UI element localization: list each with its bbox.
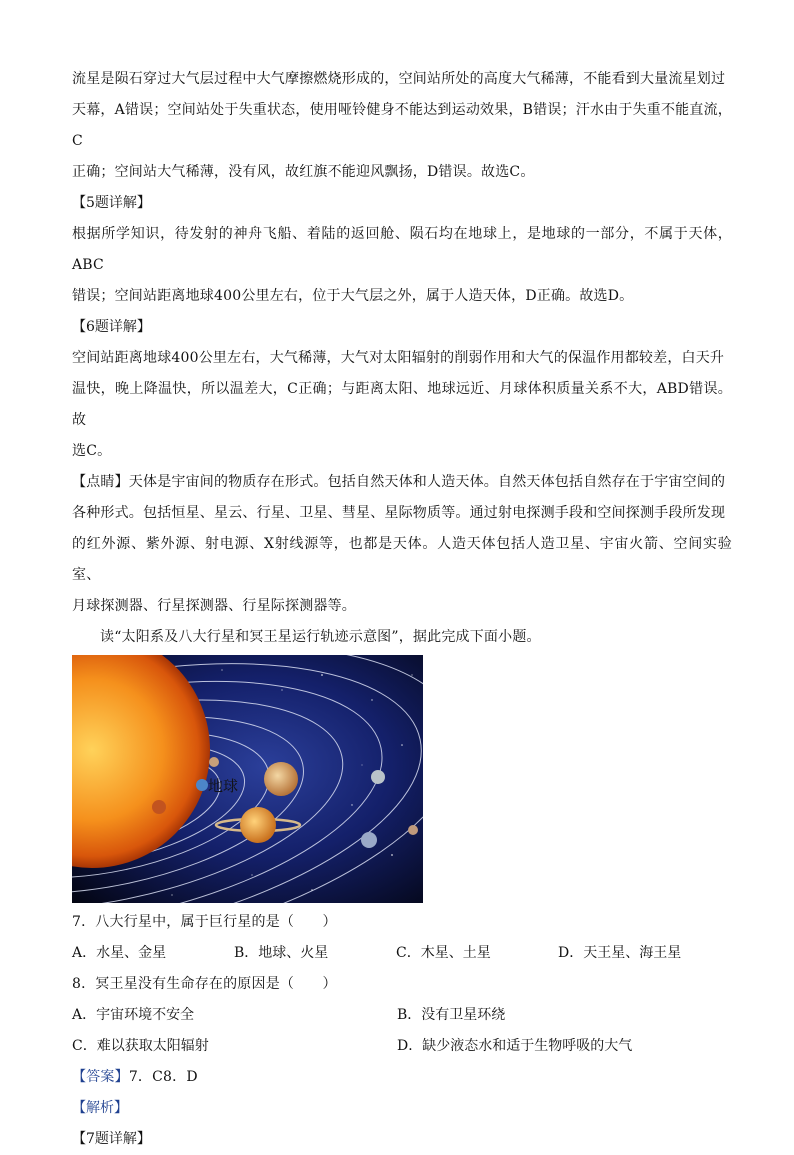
option-a: A．水星、金星: [72, 945, 167, 961]
earth-label: 地球: [208, 777, 239, 795]
option-d: D．缺少液态水和适于生物呼吸的大气: [397, 1038, 633, 1054]
text-line: 根据所学知识，待发射的神舟飞船、着陆的返回舱、陨石均在地球上，是地球的一部分，不属于天体，ABC: [72, 226, 732, 273]
question-8-options-row-1: [72, 1000, 732, 1031]
text-line: 错误；空间站距离地球400公里左右，位于大气层之外，属于人造天体，D正确。故选D。: [72, 288, 634, 304]
answer-text: 7．C8．D: [128, 1069, 198, 1085]
question-7-options: [72, 938, 732, 969]
section-heading-q7: 【7题详解】: [72, 1131, 151, 1147]
option-b: B．地球、火星: [234, 945, 329, 961]
tip-line: 【点睛】天体是宇宙间的物质存在形式。包括自然天体和人造天体。自然天体包括自然存在于宇宙空间的: [72, 474, 726, 490]
question-8-stem: 8．冥王星没有生命存在的原因是（ ）: [72, 976, 337, 992]
section-heading-q6: 【6题详解】: [72, 319, 151, 335]
analysis-heading: 【解析】: [72, 1100, 128, 1116]
question-8-options-row-2: [72, 1031, 732, 1062]
option-a: A．宇宙环境不安全: [72, 1007, 195, 1023]
tip-line: 的红外源、紫外源、射电源、X射线源等，也都是天体。人造天体包括人造卫星、宇宙火箭、空间实验室、: [72, 536, 732, 583]
section-heading-q5: 【5题详解】: [72, 195, 151, 211]
solar-system-illustration: [72, 655, 423, 903]
option-c: C．难以获取太阳辐射: [72, 1038, 209, 1054]
tip-line: 月球探测器、行星探测器、行星际探测器等。: [72, 598, 356, 614]
option-c: C．木星、土星: [396, 945, 491, 961]
text-line: 选C。: [72, 443, 112, 459]
text-line: 空间站距离地球400公里左右，大气稀薄，大气对太阳辐射的削弱作用和大气的保温作用都较差，白天升: [72, 350, 725, 366]
text-line: 正确；空间站大气稀薄，没有风，故红旗不能迎风飘扬，D错误。故选C。: [72, 164, 535, 180]
option-b: B．没有卫星环绕: [397, 1007, 506, 1023]
text-line: 天幕，A错误；空间站处于失重状态，使用哑铃健身不能达到运动效果，B错误；汗水由于失重不能直流，C: [72, 102, 732, 149]
answer-label: 【答案】: [72, 1069, 129, 1085]
question-7-stem: 7．八大行星中，属于巨行星的是（ ）: [72, 914, 337, 930]
answer-line: [72, 1062, 732, 1093]
tip-line: 各种形式。包括恒星、星云、行星、卫星、彗星、星际物质等。通过射电探测手段和空间探测手段所发现: [72, 505, 726, 521]
option-d: D．天王星、海王星: [558, 945, 682, 961]
document-page: [72, 64, 732, 1155]
text-line: 温快，晚上降温快，所以温差大，C正确；与距离太阳、地球远近、月球体积质量关系不大，ABD错误。故: [72, 381, 732, 428]
text-line: 流星是陨石穿过大气层过程中大气摩擦燃烧形成的，空间站所处的高度大气稀薄，不能看到大量流星划过: [72, 71, 726, 87]
solar-system-figure: [72, 655, 423, 903]
figure-intro: 读“太阳系及八大行星和冥王星运行轨迹示意图”，据此完成下面小题。: [100, 629, 541, 645]
